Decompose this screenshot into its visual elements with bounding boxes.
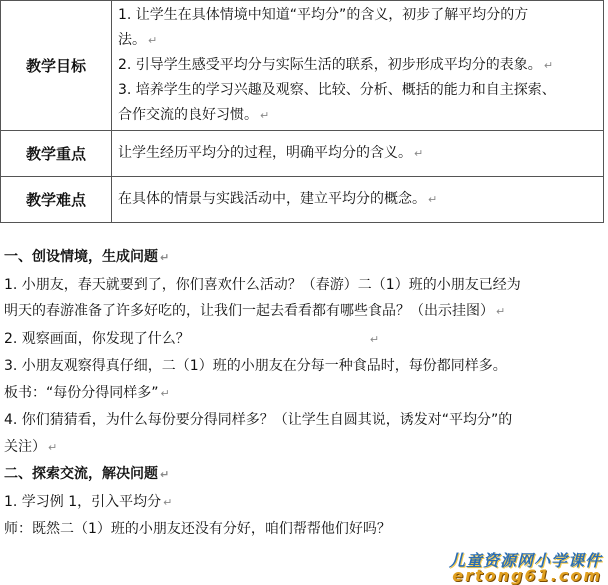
objective-line: 2. 引导学生感受平均分与实际生活的联系，初步形成平均分的表象。 ↵: [118, 57, 554, 73]
key-points-cell: 让学生经历平均分的过程，明确平均分的含义。 ↵: [112, 131, 604, 177]
difficulties-row: [1, 177, 604, 223]
section-heading: 二、探索交流，解决问题 ↵: [4, 466, 170, 482]
content-line: 2. 观察画面，你发现了什么？ ↵: [4, 330, 380, 347]
section-heading: 一、创设情境，生成问题 ↵: [4, 249, 170, 265]
site-watermark-logo: [386, 548, 602, 585]
content-line: 1. 小朋友，春天就要到了，你们喜欢什么活动？（春游）二（1）班的小朋友已经为: [4, 276, 521, 293]
key-points-header: 教学重点: [1, 131, 112, 177]
objective-line: 1. 让学生在具体情境中知道“平均分”的含义，初步了解平均分的方: [118, 7, 529, 23]
difficulties-cell: 在具体的情景与实践活动中，建立平均分的概念。 ↵: [112, 177, 604, 223]
content-line: 师：既然二（1）班的小朋友还没有分好，咱们帮帮他们好吗？: [4, 521, 391, 537]
lesson-objectives-table: [0, 0, 604, 223]
objectives-cell: [112, 1, 604, 131]
difficulties-header: 教学难点: [1, 177, 112, 223]
content-line: 关注） ↵: [4, 438, 58, 455]
key-points-row: [1, 131, 604, 177]
content-line: 1. 学习例 1，引入平均分 ↵: [4, 493, 173, 510]
objectives-row: [1, 1, 604, 131]
objectives-header: 教学目标: [1, 1, 112, 131]
objective-line: 3. 培养学生的学习兴趣及观察、比较、分析、概括的能力和自主探索、: [118, 82, 556, 98]
content-line: 3. 小朋友观察得真仔细，二（1）班的小朋友在分每一种食品时，每份都同样多。: [4, 358, 507, 374]
content-line: 明天的春游准备了许多好吃的，让我们一起去看看都有哪些食品？（出示挂图） ↵: [4, 303, 506, 319]
lesson-content: [4, 244, 604, 543]
watermark-domain-text: ertong61.com: [452, 566, 602, 585]
content-line: 板书：“每份分得同样多” ↵: [4, 384, 170, 401]
watermark-chinese-text: 儿童资源网小学课件: [448, 551, 602, 570]
content-line: 4. 你们猜猜看，为什么每份要分得同样多？（让学生自圆其说，诱发对“平均分”的: [4, 412, 513, 428]
objective-line: 法。 ↵: [118, 32, 158, 48]
objective-line: 合作交流的良好习惯。 ↵: [118, 107, 270, 123]
